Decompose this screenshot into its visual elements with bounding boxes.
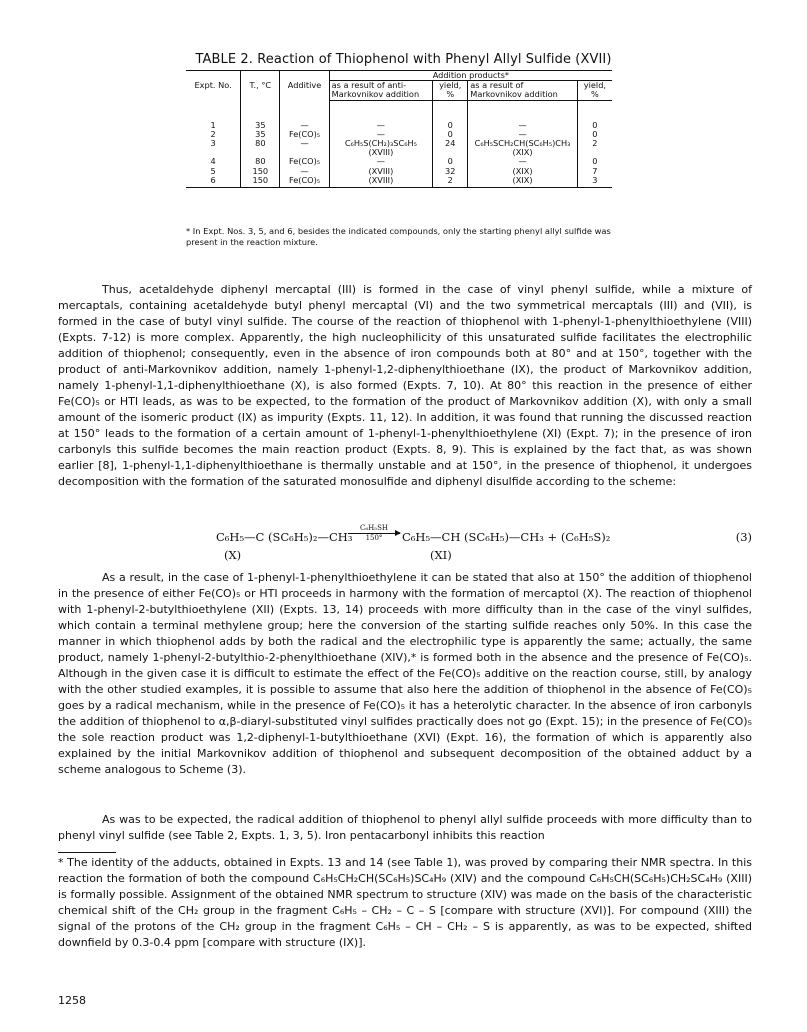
cell-additive: — xyxy=(280,139,329,157)
cell-expt: 1 xyxy=(210,119,216,130)
equation-reactant: C₆H₅—C (SC₆H₅)₂—CH₃ xyxy=(216,530,353,544)
cell-yield-2: 0 xyxy=(577,130,612,139)
cell-anti-product xyxy=(329,139,432,157)
equation-label-right: (XI) xyxy=(430,548,452,562)
header-yield-2: yield, % xyxy=(577,81,612,100)
cell-additive: Fe(CO)₅ xyxy=(280,176,329,188)
cell-mark-product xyxy=(468,139,578,157)
cell-anti-product: (XVIII) xyxy=(329,167,432,176)
cell-mark-product: (XIX) xyxy=(468,167,578,176)
reaction-arrow xyxy=(348,524,400,542)
header-additive: Additive xyxy=(280,71,329,101)
cell-yield-2: 0 xyxy=(577,121,612,130)
cell-yield-1: 24 xyxy=(433,139,468,157)
cell-yield-1: 2 xyxy=(433,176,468,188)
page-number: 1258 xyxy=(58,994,86,1007)
arrow-temperature: 150° xyxy=(365,534,383,542)
equation-products: C₆H₅—CH (SC₆H₅)—CH₃ + (C₆H₅S)₂ xyxy=(402,530,611,544)
cell-anti-product: — xyxy=(329,157,432,166)
table-footnote: * In Expt. Nos. 3, 5, and 6, besides the indicated compounds, only the starting phenyl allyl sulfide was present in the reaction mixture. xyxy=(186,226,611,248)
anti-product-label: (XVIII) xyxy=(368,147,394,158)
cell-yield-2: 2 xyxy=(577,139,612,157)
cell-mark-product: — xyxy=(468,121,578,130)
table-row xyxy=(186,157,612,166)
mark-product-formula: C₆H₅SCH₂CH(SC₆H₅)CH₃ xyxy=(474,137,571,148)
cell-additive: Fe(CO)₅ xyxy=(280,130,329,139)
cell-expt: 6 xyxy=(186,176,241,188)
cell-temp: 35 xyxy=(241,121,280,130)
table-row xyxy=(186,167,612,176)
footnote-rule xyxy=(58,852,116,853)
paragraph-3: As was to be expected, the radical addition of thiophenol to phenyl allyl sulfide proceeds with more difficulty than to phenyl vinyl sulfide (see Table 2, Expts. 1, 3, 5). Iron pentacarbonyl inhibits this reaction xyxy=(58,813,752,842)
equation-number: (3) xyxy=(735,530,752,544)
cell-anti-product: (XVIII) xyxy=(329,176,432,188)
cell-yield-1: 0 xyxy=(433,130,468,139)
cell-temp: 80 xyxy=(241,139,280,157)
table-spacer xyxy=(186,100,612,121)
equation-label-left: (X) xyxy=(224,548,242,562)
cell-anti-product: — xyxy=(329,121,432,130)
header-markovnikov: as a result of Markovnikov addition xyxy=(468,81,578,100)
results-table xyxy=(186,70,612,188)
header-temp: T., °C xyxy=(241,71,280,101)
paragraph-1: Thus, acetaldehyde diphenyl mercaptal (III) is formed in the case of vinyl phenyl sulfide, while a mixture of mercaptals, containing acetaldehyde butyl phenyl mercaptal (VI) and the two symmetrical mercaptals (III) and (VII), is formed in the case of butyl vinyl sulfide. The course of the reaction of thiophenol with 1-phenyl-1-phenylthioethylene (VIII) (Expts. 7-12) is more complex. Apparently, the high nucleophilicity of this unsaturated sulfide facilitates the electrophilic addition of thiophenol; consequently, even in the absence of iron compounds both at 80° and at 150°, together with the product of anti-Markovnikov addition, namely 1-phenyl-1,2-diphenylthioethane (IX), the product of Markovnikov addition, namely 1-phenyl-1,1-diphenylthioethane (X), is also formed (Expts. 7, 10). At 80° this reaction in the presence of either Fe(CO)₅ or HTI leads, as was to be expected, to the formation of the product of Markovnikov addition (X), with only a small amount of the isomeric product (IX) as impurity (Expts. 11, 12). In addition, it was found that running the discussed reaction at 150° leads to the formation of a certain amount of 1-phenyl-1-phenylthioethylene (XI) (Expt. 7); in the presence of iron carbonyls this sulfide becomes the main reaction product (Expts. 8, 9). This is explained by the fact that, as was shown earlier [8], 1-phenyl-1,1-diphenylthioethane is thermally unstable and at 150°, in the presence of thiophenol, it undergoes decomposition with the formation of the saturated monosulfide and diphenyl disulfide according to the scheme: xyxy=(58,283,752,488)
header-yield-1: yield, % xyxy=(433,81,468,100)
equation-3 xyxy=(58,524,752,564)
table-row xyxy=(186,121,612,130)
cell-additive: — xyxy=(280,121,329,130)
header-anti-markovnikov: as a result of anti-Markovnikov addition xyxy=(329,81,432,100)
cell-expt: 3 xyxy=(210,137,216,148)
arrow-reagent: C₆H₅SH xyxy=(360,524,388,532)
anti-product-formula: C₆H₅S(CH₂)₃SC₆H₅ xyxy=(344,137,417,148)
header-expt: Expt. No. xyxy=(186,71,241,101)
cell-expt: 4 xyxy=(210,156,216,167)
cell-mark-product: — xyxy=(468,130,578,139)
page-footnote: * The identity of the adducts, obtained in Expts. 13 and 14 (see Table 1), was proved by comparing their NMR spectra. In this reaction the formation of both the compound C₆H₅CH₂CH(SC₆H₅)SC₄H₉ (XIV) and the compound C₆H₅CH(SC₆H₅)CH₂SC₄H₉ (XIII) is formally possible. Assignment of the obtained NMR spectrum to structure (XIV) was made on the basis of the characteristic chemical shift of the CH₂ group in the fragment C₆H₅ – CH₂ – C – S [compare with structure (XVI)]. For compound (XIII) the signal of the protons of the CH₂ group in the fragment C₆H₅ – CH – CH₂ – S is apparently, as was to be expected, shifted downfield by 0.3-0.4 ppm [compare with structure (IX)]. xyxy=(58,856,752,949)
cell-expt: 2 xyxy=(210,128,216,139)
cell-expt: 5 xyxy=(210,165,216,176)
cell-yield-1: 0 xyxy=(433,121,468,130)
cell-mark-product: — xyxy=(468,157,578,166)
table-row xyxy=(186,176,612,188)
cell-yield-1: 0 xyxy=(433,157,468,166)
arrow-icon xyxy=(348,533,400,534)
cell-yield-2: 7 xyxy=(577,167,612,176)
cell-temp: 150 xyxy=(241,176,280,188)
cell-temp: 150 xyxy=(241,167,280,176)
cell-yield-2: 3 xyxy=(577,176,612,188)
cell-temp: 35 xyxy=(241,130,280,139)
cell-additive: Fe(CO)₅ xyxy=(280,157,329,166)
mark-product-label: (XIX) xyxy=(512,147,533,158)
table-row xyxy=(186,139,612,157)
paragraph-2: As a result, in the case of 1-phenyl-1-phenylthioethylene it can be stated that also at 150° the addition of thiophenol in the presence of either Fe(CO)₅ or HTI proceeds in harmony with the formation of mercaptol (X). The reaction of thiophenol with 1-phenyl-2-butylthioethylene (XII) (Expts. 13, 14) proceeds with more difficulty than in the case of the vinyl sulfides, which contain a terminal methylene group; here the conversion of the starting sulfide reaches only 50%. In this case the manner in which thiophenol adds by both the radical and the electrophilic type is apparently the same; actually, the same product, namely 1-phenyl-2-butylthio-2-phenylthioethane (XIV),* is formed both in the absence and the presence of Fe(CO)₅. Although in the given case it is difficult to estimate the effect of the Fe(CO)₅ additive on the reaction course, still, by analogy with the other studied examples, it is possible to assume that also here the addition of thiophenol in the absence of Fe(CO)₅ goes by a radical mechanism, while in the presence of Fe(CO)₅ it has a heterolytic character. In the absence of iron carbonyls the addition of thiophenol to α,β-diaryl-substituted vinyl sulfides practically does not go (Expt. 15); in the presence of Fe(CO)₅ the sole reaction product was 1,2-diphenyl-1-butylthioethane (XVI) (Expt. 16), the formation of which is apparently also explained by the initial Markovnikov addition of thiophenol and subsequent decomposition of the obtained adduct by a scheme analogous to Scheme (3). xyxy=(58,571,752,776)
header-addition-products: Addition products* xyxy=(329,71,612,81)
cell-anti-product: — xyxy=(329,130,432,139)
cell-temp: 80 xyxy=(241,157,280,166)
cell-yield-1: 32 xyxy=(433,167,468,176)
cell-additive: — xyxy=(280,167,329,176)
cell-mark-product: (XIX) xyxy=(468,176,578,188)
cell-yield-2: 0 xyxy=(577,157,612,166)
table-title: TABLE 2. Reaction of Thiophenol with Phenyl Allyl Sulfide (XVII) xyxy=(195,52,612,67)
